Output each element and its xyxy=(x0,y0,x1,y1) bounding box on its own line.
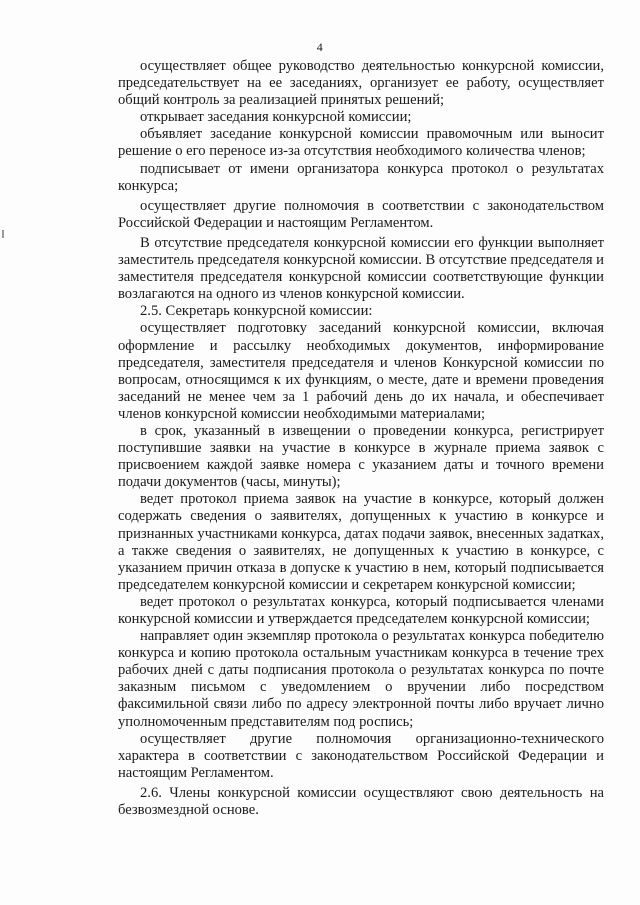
paragraph-secretary-intake-protocol: ведет протокол приема заявок на участие в конкурсе, который должен содержать сведения о заявителях, допущенных к участию в конкурсе и признанных участниками конкурса, датах подачи заявок, внесенных задатках, а также сведения о заявителях, не допущенных к участию в конкурсе, с указанием причин отказа в допуске к участию в нем, который подписывается председателем конкурсной комиссии и секретарем конкурсной комиссии; xyxy=(118,491,604,593)
margin-scan-mark xyxy=(2,230,4,238)
paragraph-chair-other-powers: осуществляет другие полномочия в соответствии с законодательством Российской Федерации и настоящим Регламентом. xyxy=(118,197,604,231)
paragraph-chair-general-management: осуществляет общее руководство деятельностью конкурсной комиссии, председательствует на ее заседаниях, организует ее работу, осуществляет общий контроль за реализацией принятых решений; xyxy=(118,58,604,109)
document-body xyxy=(118,58,604,819)
paragraph-chair-opens-meetings: открывает заседания конкурсной комиссии; xyxy=(140,109,412,126)
paragraph-chair-signs-protocol: подписывает от имени организатора конкурса протокол о результатах конкурса; xyxy=(118,160,604,194)
paragraph-secretary-other-powers: осуществляет другие полномочия организационно-технического характера в соответствии с законодательством Российской Федерации и настоящим Регламентом. xyxy=(118,730,604,781)
page-number: 4 xyxy=(316,40,324,54)
paragraph-secretary-preparation: осуществляет подготовку заседаний конкурсной комиссии, включая оформление и рассылку необходимых документов, информирование председателя, заместителя председателя и членов Конкурсной комиссии по вопросам, относящимся к их функциям, о месте, дате и времени проведения заседаний не менее чем за 1 рабочий день до их начала, и обеспечивает членов конкурсной комиссии необходимыми материалами; xyxy=(118,320,604,422)
paragraph-chair-absence: В отсутствие председателя конкурсной комиссии его функции выполняет заместитель председателя конкурсной комиссии. В отсутствие председателя и заместителя председателя конкурсной комиссии соответствующие функции возлагаются на одного из членов конкурсной комиссии. xyxy=(118,234,604,303)
paragraph-secretary-sends-protocol: направляет один экземпляр протокола о результатах конкурса победителю конкурса и копию протокола остальным участникам конкурса в течение трех рабочих дней с даты подписания протокола о результатах конкурса по почте заказным письмом с уведомлением о вручении либо посредством факсимильной связи либо по адресу электронной почты либо вручает лично уполномоченным представителям под роспись; xyxy=(118,628,604,730)
paragraph-secretary-registration: в срок, указанный в извещении о проведении конкурса, регистрирует поступившие заявки на участие в конкурсе в журнале приема заявок с присвоением каждой заявке номера с указанием даты и точного времени подачи документов (часы, минуты); xyxy=(118,422,604,491)
section-heading-2-5: 2.5. Секретарь конкурсной комиссии: xyxy=(140,303,373,320)
section-paragraph-2-6: 2.6. Члены конкурсной комиссии осуществляют свою деятельность на безвозмездной основе. xyxy=(118,784,604,819)
paragraph-chair-quorum: объявляет заседание конкурсной комиссии правомочным или выносит решение о его переносе из-за отсутствия необходимого количества членов; xyxy=(118,126,604,160)
paragraph-secretary-results-protocol: ведет протокол о результатах конкурса, который подписывается членами конкурсной комиссии и утверждается председателем конкурсной комиссии; xyxy=(118,593,604,627)
